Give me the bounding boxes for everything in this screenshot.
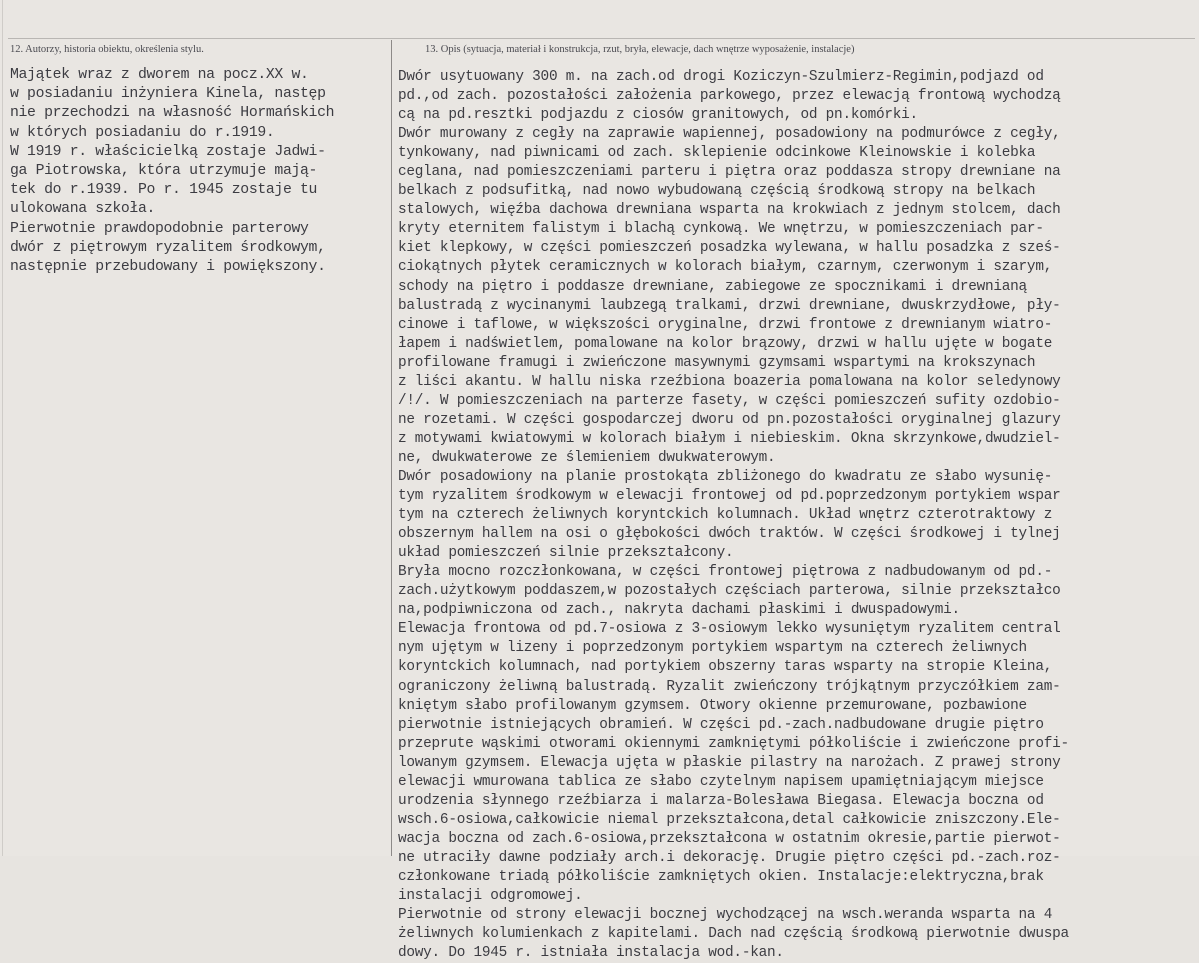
description-text-line: Dwór posadowiony na planie prostokąta zbliżonego do kwadratu ze słabo wysunię- bbox=[398, 468, 1053, 485]
description-text-line: kryty eternitem falistym i blachą cynkową. We wnętrzu, w pomieszczeniach par- bbox=[398, 221, 1044, 238]
history-text-line: W 1919 r. właścicielką zostaje Jadwi- bbox=[10, 143, 326, 160]
description-text-line: zach.użytkowym poddaszem,w pozostałych częściach parterowa, silnie przekształco bbox=[398, 583, 1061, 600]
description-text-line: na,podpiwniczona od zach., nakryta dachami płaskimi i dwuspadowymi. bbox=[398, 602, 960, 619]
description-text-line: nym ujętym w lizeny i poprzedzonym portykiem wspartym na czterech żeliwnych bbox=[398, 640, 1027, 657]
history-text-line: ulokowana szkoła. bbox=[10, 201, 156, 218]
description-text-line: cinowe i taflowe, w większości oryginalne, drzwi frontowe z drewnianym wiatro- bbox=[398, 316, 1053, 333]
description-text-line: ne, dwukwaterowe ze ślemieniem dwukwaterowym. bbox=[398, 449, 776, 466]
description-text-line: tym ryzalitem środkowym w elewacji frontowej od pd.poprzedzonym portykiem wspar bbox=[398, 488, 1061, 505]
description-text-line: ograniczony żeliwną balustradą. Ryzalit zwieńczony trójkątnym przyczółkiem zam- bbox=[398, 678, 1061, 695]
history-text-line: następnie przebudowany i powiększony. bbox=[10, 258, 326, 275]
history-text-line: Pierwotnie prawdopodobnie parterowy bbox=[10, 220, 309, 237]
description-text-line: urodzenia słynnego rzeźbiarza i malarza-Bolesława Biegasa. Elewacja boczna od bbox=[398, 792, 1044, 809]
description-text-line: belkach z podsufitką, nad nowo wybudowaną częścią środkową stropy na belkach bbox=[398, 183, 1036, 200]
section-12-header: 12. Autorzy, historia obiektu, określenia stylu. bbox=[10, 44, 204, 55]
description-text-line: z liści akantu. W hallu niska rzeźbiona boazeria pomalowana na kolor seledynowy bbox=[398, 373, 1061, 390]
history-text-line: w których posiadaniu do r.1919. bbox=[10, 124, 275, 141]
description-text-line: łapem i nadświetlem, pomalowane na kolor brązowy, drzwi w hallu ujęte w bogate bbox=[398, 335, 1053, 352]
description-text-line: członkowane triadą półkoliście zamkniętych okien. Instalacje:elektryczna,brak bbox=[398, 868, 1044, 885]
description-text-line: profilowane framugi i zwieńczone masywnymi gzymsami wspartymi na krokszynach bbox=[398, 354, 1036, 371]
description-text-line: tym na czterech żeliwnych koryntckich kolumnach. Układ wnętrz czterotraktowy z bbox=[398, 507, 1053, 524]
description-text-line: Bryła mocno rozczłonkowana, w części frontowej piętrowa z nadbudowanym od pd.- bbox=[398, 564, 1053, 581]
description-text-line: schody na piętro i poddasze drewniane, zabiegowe ze spocznikami i drewnianą bbox=[398, 278, 1027, 295]
history-text-line: dwór z piętrowym ryzalitem środkowym, bbox=[10, 239, 326, 256]
history-text-line: tek do r.1939. Po r. 1945 zostaje tu bbox=[10, 182, 318, 199]
column-divider bbox=[391, 40, 392, 856]
description-text-line: ceglana, nad pomieszczeniami parteru i piętra oraz poddasza stropy drewniane na bbox=[398, 164, 1061, 181]
description-text-line: kiet klepkowy, w części pomieszczeń posadzka wylewana, w hallu posadzka z sześ- bbox=[398, 240, 1061, 257]
description-text-line: elewacji wmurowana tablica ze słabo czytelnym napisem upamiętniającym miejsce bbox=[398, 773, 1044, 790]
description-text-line: ne rozetami. W części gospodarczej dworu od pn.pozostałości oryginalnej glazury bbox=[398, 411, 1061, 428]
description-text-line: Elewacja frontowa od pd.7-osiowa z 3-osiowym lekko wysuniętym ryzalitem central bbox=[398, 621, 1061, 638]
description-text-block bbox=[398, 68, 1198, 963]
description-text-line: żeliwnych kolumienkach z kapitelami. Dach nad częścią środkową pierwotnie dwuspa bbox=[398, 926, 1069, 943]
description-text-line: koryntckich kolumnach, nad portykiem obszerny taras wsparty na stropie Kleina, bbox=[398, 659, 1053, 676]
description-text-line: balustradą z wycinanymi laubzegą tralkami, drzwi drewniane, dwuskrzydłowe, pły- bbox=[398, 297, 1061, 314]
description-text-line: kniętym słabo profilowanym gzymsem. Otwory okienne przemurowane, pozbawione bbox=[398, 697, 1027, 714]
description-text-line: cą na pd.resztki podjazdu z ciosów granitowych, od pn.komórki. bbox=[398, 107, 918, 124]
description-text-line: /!/. W pomieszczeniach na parterze fasety, w części pomieszczeń sufity ozdobio- bbox=[398, 392, 1061, 409]
description-text-line: przeprute wąskimi otworami okiennymi zamkniętymi półkoliście i zwieńczone profi- bbox=[398, 735, 1069, 752]
description-text-line: Pierwotnie od strony elewacji bocznej wychodzącej na wsch.weranda wsparta na 4 bbox=[398, 907, 1053, 924]
card-left-edge bbox=[2, 0, 3, 856]
description-text-line: ne utraciły dawne podziały arch.i dekorację. Drugie piętro części pd.-zach.roz- bbox=[398, 849, 1061, 866]
description-text-line: wsch.6-osiowa,całkowicie niemal przekształcona,detal całkowicie zniszczony.Ele- bbox=[398, 811, 1061, 828]
history-text-line: ga Piotrowska, która utrzymuje mają- bbox=[10, 162, 318, 179]
description-text-line: układ pomieszczeń silnie przekształcony. bbox=[398, 545, 734, 562]
history-text-line: nie przechodzi na własność Hormańskich bbox=[10, 105, 335, 122]
description-text-line: lowanym gzymsem. Elewacja ujęta w płaskie pilastry na narożach. Z prawej strony bbox=[398, 754, 1061, 771]
description-text-line: stalowych, więźba dachowa drewniana wsparta na krokwiach z jednym stolcem, dach bbox=[398, 202, 1061, 219]
description-text-line: Dwór murowany z cegły na zaprawie wapiennej, posadowiony na podmurówce z cegły, bbox=[398, 126, 1061, 143]
section-13-header: 13. Opis (sytuacja, materiał i konstrukcja, rzut, bryła, elewacje, dach wnętrze wyposażenie, instalacje) bbox=[425, 44, 855, 55]
description-text-line: obszernym hallem na osi o głębokości dwóch traktów. W części środkowej i tylnej bbox=[398, 526, 1061, 543]
description-text-line: pd.,od zach. pozostałości założenia parkowego, przez elewacją frontową wychodzą bbox=[398, 88, 1061, 105]
history-text-line: w posiadaniu inżyniera Kinela, następ bbox=[10, 86, 326, 103]
description-text-line: dowy. Do 1945 r. istniała instalacja wod.-kan. bbox=[398, 945, 784, 962]
description-text-line: ciokątnych płytek ceramicznych w kolorach białym, czarnym, czerwonym i szarym, bbox=[398, 259, 1053, 276]
description-text-line: Dwór usytuowany 300 m. na zach.od drogi Koziczyn-Szulmierz-Regimin,podjazd od bbox=[398, 69, 1044, 85]
description-text-line: instalacji odgromowej. bbox=[398, 888, 583, 905]
description-text-line: wacja boczna od zach.6-osiowa,przekształcona w ostatnim okresie,partie pierwot- bbox=[398, 830, 1061, 847]
history-text-line: Majątek wraz z dworem na pocz.XX w. bbox=[10, 67, 309, 83]
description-text-line: tynkowany, nad piwnicami od zach. sklepienie odcinkowe Kleinowskie i kolebka bbox=[398, 145, 1036, 162]
header-rule bbox=[8, 38, 1195, 39]
description-text-line: pierwotnie istniejących obramień. W części pd.-zach.nadbudowane drugie piętro bbox=[398, 716, 1044, 733]
history-text-block bbox=[10, 66, 388, 277]
description-text-line: z motywami kwiatowymi w kolorach białym i niebieskim. Okna skrzynkowe,dwudziel- bbox=[398, 430, 1061, 447]
